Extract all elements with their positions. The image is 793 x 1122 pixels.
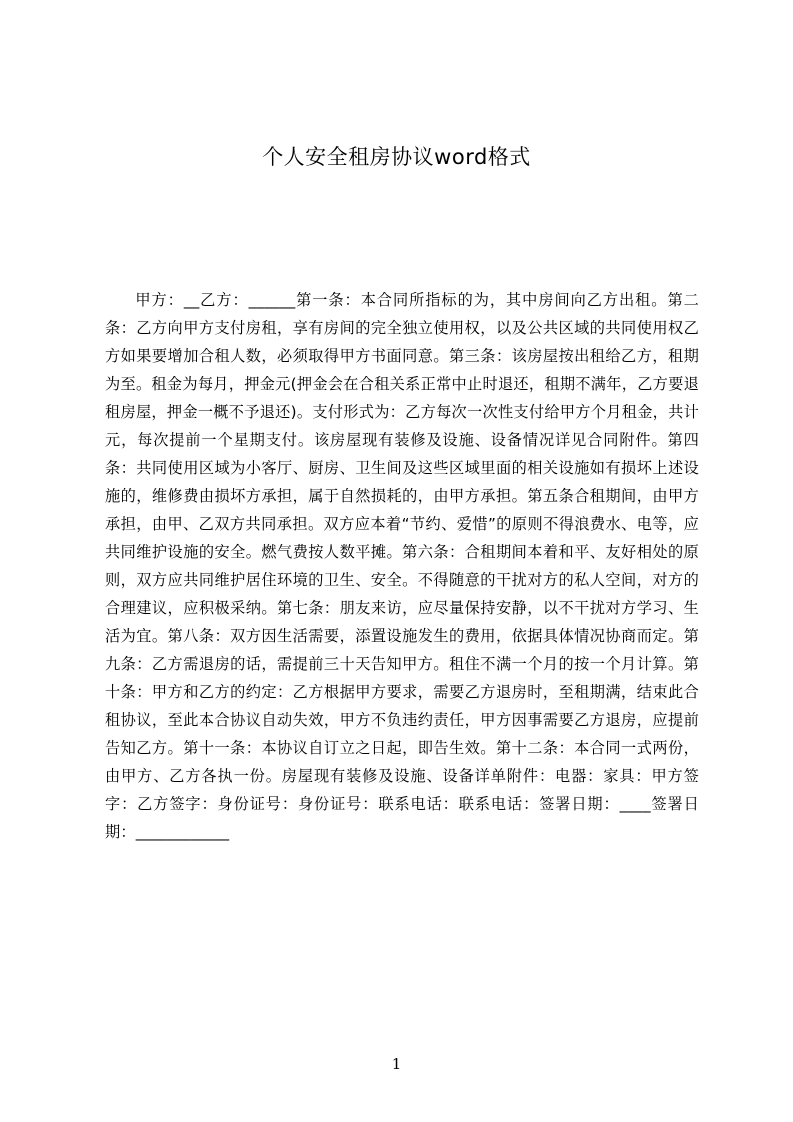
page-number: 1: [391, 1055, 402, 1073]
document-body: 甲方：__乙方：______第一条：本合同所指标的为，其中房间向乙方出租。第二条：乙方向甲方支付房租，享有房间的完全独立使用权，以及公共区域的共同使用权乙方如果要增加合租人数，必须取得甲方书面同意。第三条：该房屋按出租给乙方，租期为至。租金为每月，押金元(押金会在合租关系正常中止时退还，租期不满年，乙方要退租房屋，押金一概不予退还)。支付形式为：乙方每次一次性支付给甲方个月租金，共计元，每次提前一个星期支付。该房屋现有装修及设施、设备情况详见合同附件。第四条：共同使用区域为小客厅、厨房、卫生间及这些区域里面的相关设施如有损坏上述设施的，维修费由损坏方承担，属于自然损耗的，由甲方承担。第五条合租期间，由甲方承担，由甲、乙双方共同承担。双方应本着“节约、爱惜”的原则不得浪费水、电等，应共同维护设施的安全。燃气费按人数平摊。第六条：合租期间本着和平、友好相处的原则，双方应共同维护居住环境的卫生、安全。不得随意的干扰对方的私人空间，对方的合理建议，应积极采纳。第七条：朋友来访，应尽量保持安静，以不干扰对方学习、生活为宜。第八条：双方因生活需要，添置设施发生的费用，依据具体情况协商而定。第九条：乙方需退房的话，需提前三十天告知甲方。租住不满一个月的按一个月计算。第十条：甲方和乙方的约定：乙方根据甲方要求，需要乙方退房时，至租期满，结束此合租协议，至此本合协议自动失效，甲方不负违约责任，甲方因事需要乙方退房，应提前告知乙方。第十一条：本协议自订立之日起，即告生效。第十二条：本合同一式两份，由甲方、乙方各执一份。房屋现有装修及设施、设备详单附件：电器：家具：甲方签字：乙方签字：身份证号：身份证号：联系电话：联系电话：签署日期：____签署日期：____________: [105, 291, 699, 841]
document-title: 个人安全租房协议word格式: [262, 145, 531, 169]
